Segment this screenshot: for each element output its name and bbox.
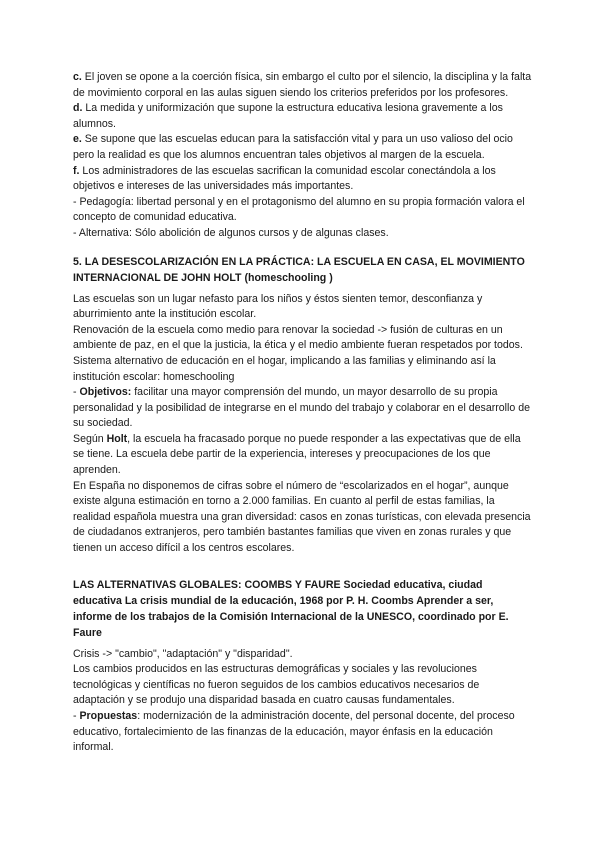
list-letter: f.: [73, 164, 80, 177]
list-text: Los administradores de las escuelas sacrifican la comunidad escolar conectándola a los objetivos e intereses de las universidades más importantes.: [73, 164, 496, 193]
bullet-dash: -: [73, 386, 80, 399]
holt-name: Holt: [106, 432, 128, 445]
list-item-c: [73, 70, 533, 101]
list-letter: d.: [73, 102, 83, 115]
spain-paragraph: En España no disponemos de cifras sobre el número de “escolarizados en el hogar”, aunque existe alguna estimación en torno a 2.000 familias. En cuanto al perfil de estas familias, la realidad española muestra una gran diversidad: casos en zonas turísticas, con elevada presencia de ciudadanos extranjeros, pero también bastantes familias que viven en zonas rurales y que tienen un acceso difícil a los centros escolares.: [73, 479, 531, 555]
section-5-paragraph: Sistema alternativo de educación en el hogar, implicando a las familias y eliminando así la institución escolar: homeschooling: [73, 354, 496, 383]
holt-pre: Según: [73, 432, 107, 445]
objetivos-text: facilitar una mayor comprensión del mundo, un mayor desarrollo de su propia personalidad y la posibilidad de integrarse en el mundo del trabajo y colaborar en el desarrollo de su sociedad.: [73, 386, 530, 430]
list-text: La medida y uniformización que supone la estructura educativa lesiona gravemente a los alumnos.: [73, 102, 503, 130]
cambios-paragraph: Los cambios producidos en las estructuras demográficas y sociales y las revoluciones tecnológicas y científicas no fueron seguidos de los cambios educativos necesarios de adaptación y se produjo una disparidad basada en cuatro causas fundamentales.: [73, 663, 480, 707]
alternativa-line: - Alternativa: Sólo abolición de algunos cursos y de algunas clases.: [73, 226, 389, 239]
objetivos-label: Objetivos:: [79, 386, 132, 399]
pedagogia-line: - Pedagogía: libertad personal y en el protagonismo del alumno en su propia formación valora el concepto de comunidad educativa.: [73, 195, 525, 224]
global-alternatives-heading: LAS ALTERNATIVAS GLOBALES: COOMBS Y FAURE Sociedad educativa, ciudad educativa La crisis mundial de la educación, 1968 por P. H. Coombs Aprender a ser, informe de los trabajos de la Comisión Internacional de la UNESCO, coordinado por E. Faure: [73, 578, 509, 639]
section-5-heading: 5. LA DESESCOLARIZACIÓN EN LA PRÁCTICA: LA ESCUELA EN CASA, EL MOVIMIENTO INTERNACIONAL DE JOHN HOLT (homeschooling ): [73, 255, 525, 284]
list-letter: e.: [73, 133, 82, 146]
bullet-dash: -: [73, 710, 80, 722]
holt-text: , la escuela ha fracasado porque no puede responder a las expectativas que de ella se tiene. La escuela debe partir de la experiencia, intereses y preocupaciones de los que aprenden.: [73, 432, 521, 477]
propuestas-line: [73, 709, 533, 756]
holt-paragraph: [73, 432, 533, 479]
propuestas-label: Propuestas: [79, 710, 138, 722]
list-item-d: [73, 101, 533, 132]
document-page: [73, 70, 533, 756]
objetivos-line: [73, 385, 533, 432]
list-item-f: [73, 164, 533, 195]
list-text: El joven se opone a la coerción física, sin embargo el culto por el silencio, la disciplina y la falta de movimiento corporal en las aulas siguen siendo los criterios preferidos por los profesores.: [73, 71, 532, 99]
list-item-e: [73, 132, 533, 163]
list-text: Se supone que las escuelas educan para la satisfacción vital y para un uso valioso del ocio pero la realidad es que los alumnos encuentran tales objetivos al margen de la escuela.: [73, 133, 513, 161]
section-5-paragraph: Las escuelas son un lugar nefasto para los niños y éstos sienten temor, desconfianza y aburrimiento ante la institución escolar.: [73, 292, 483, 321]
propuestas-text: : modernización de la administración docente, del personal docente, del proceso educativo, fortalecimiento de las finanzas de la educación, mayor énfasis en la educación informal.: [73, 710, 515, 754]
section-5-paragraph: Renovación de la escuela como medio para renovar la sociedad -> fusión de culturas en un ambiente de paz, en el que la justicia, la ética y el medio ambiente fueran respetados por todos.: [73, 323, 523, 352]
crisis-line: Crisis -> "cambio", "adaptación" y "disparidad".: [73, 647, 293, 660]
list-letter: c.: [73, 71, 82, 83]
